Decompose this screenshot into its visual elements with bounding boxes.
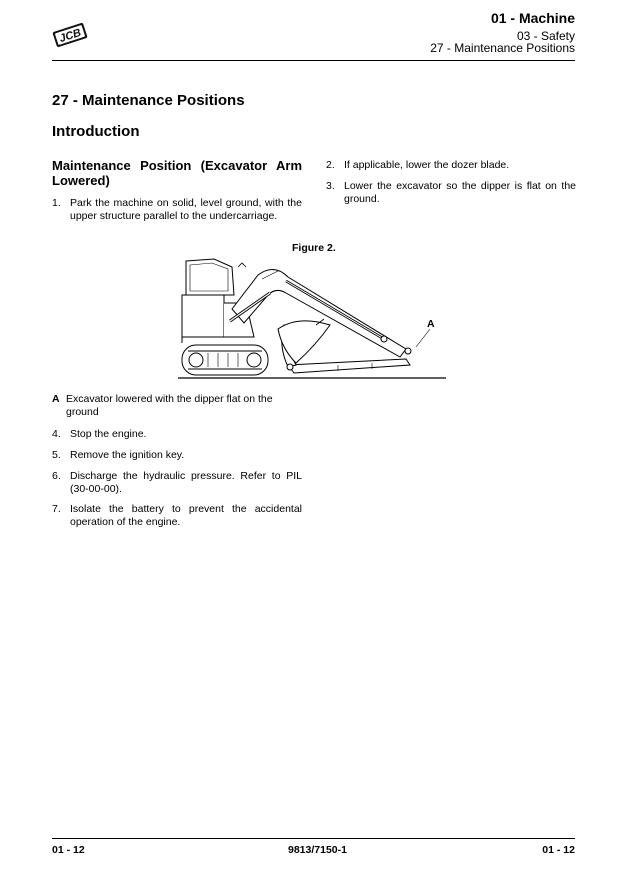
list-item — [52, 428, 302, 442]
jcb-logo — [52, 20, 88, 50]
legend-text: Excavator lowered with the dipper flat on the ground — [66, 393, 273, 418]
header-subsection: 27 - Maintenance Positions — [430, 41, 575, 55]
section-heading: Introduction — [52, 123, 140, 140]
list-item — [326, 180, 576, 206]
step-number: 2. — [326, 159, 335, 171]
list-item — [52, 449, 302, 463]
step-text: Stop the engine. — [70, 428, 147, 440]
svg-text:JCB: JCB — [57, 26, 83, 46]
page-title: 27 - Maintenance Positions — [52, 92, 245, 109]
list-item — [52, 470, 302, 496]
footer-page-right: 01 - 12 — [542, 844, 575, 856]
step-text: Isolate the battery to prevent the accidental operation of the engine. — [70, 503, 302, 528]
step-number: 7. — [52, 503, 61, 515]
procedure-heading: Maintenance Position (Excavator Arm Lowered) — [52, 158, 302, 188]
step-text: Lower the excavator so the dipper is flat on the ground. — [344, 180, 576, 205]
figure-legend — [52, 393, 302, 419]
list-item — [326, 159, 576, 173]
step-text: Remove the ignition key. — [70, 449, 185, 461]
step-number: 3. — [326, 180, 335, 192]
legend-key: A — [52, 393, 60, 405]
header-section: 03 - Safety — [516, 29, 575, 43]
step-text: Park the machine on solid, level ground, with the upper structure parallel to the undercarriage. — [70, 197, 302, 222]
step-number: 4. — [52, 428, 61, 440]
footer-rule — [52, 838, 575, 839]
footer-document-number: 9813/7150-1 — [288, 844, 347, 856]
excavator-illustration — [178, 253, 448, 381]
step-number: 5. — [52, 449, 61, 461]
step-text: Discharge the hydraulic pressure. Refer to PIL (30-00-00). — [70, 470, 302, 495]
step-number: 6. — [52, 470, 61, 482]
figure-caption: Figure 2. — [292, 242, 336, 254]
figure-callout: A — [427, 318, 435, 330]
step-text: If applicable, lower the dozer blade. — [344, 159, 510, 171]
footer-page-left: 01 - 12 — [52, 844, 85, 856]
list-item — [52, 503, 302, 529]
list-item — [52, 197, 302, 223]
header-rule — [52, 60, 575, 61]
header-chapter: 01 - Machine — [490, 10, 575, 26]
step-number: 1. — [52, 197, 61, 209]
